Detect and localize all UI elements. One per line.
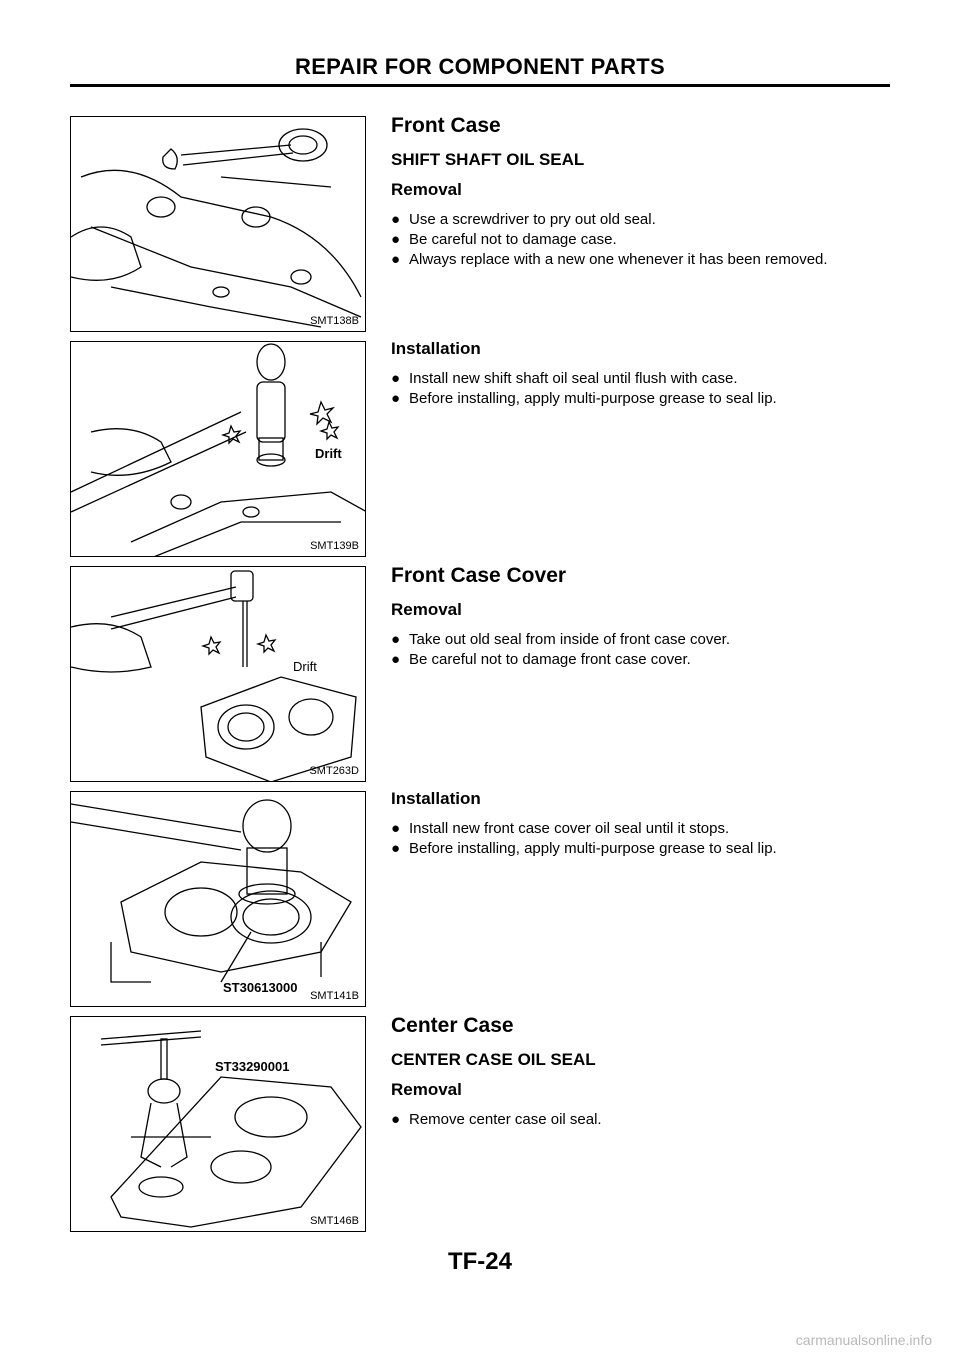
instruction-list xyxy=(391,369,891,409)
list-item-text: Take out old seal from inside of front case cover. xyxy=(409,631,730,648)
list-item-text: Remove center case oil seal. xyxy=(409,1111,602,1128)
section-front-case-installation xyxy=(391,339,891,409)
illustration-install-cover-seal xyxy=(71,792,366,1007)
list-item-text: Install new shift shaft oil seal until flush with case. xyxy=(409,370,738,387)
section-heading: Removal xyxy=(391,1080,462,1099)
section-subtitle: CENTER CASE OIL SEAL xyxy=(391,1050,596,1069)
section-heading: Installation xyxy=(391,789,481,808)
section-heading: Installation xyxy=(391,339,481,358)
section-title: Front Case xyxy=(391,114,501,137)
list-item xyxy=(391,389,891,409)
section-title: Front Case Cover xyxy=(391,564,567,587)
figure-code: SMT139B xyxy=(310,540,359,552)
bullet-icon: ● xyxy=(391,631,401,648)
bullet-icon: ● xyxy=(391,1111,401,1128)
figure-smt141b xyxy=(70,791,366,1007)
figure-smt263d xyxy=(70,566,366,782)
list-item-text: Before installing, apply multi-purpose grease to seal lip. xyxy=(409,390,777,407)
illustration-puller-remove-center-seal xyxy=(71,1017,366,1232)
list-item-text: Use a screwdriver to pry out old seal. xyxy=(409,211,656,228)
figure-label-drift: Drift xyxy=(293,659,317,674)
figure-label-st33290001: ST33290001 xyxy=(215,1059,290,1074)
figure-code: SMT146B xyxy=(310,1215,359,1227)
section-heading: Removal xyxy=(391,180,462,199)
bullet-icon: ● xyxy=(391,651,401,668)
list-item xyxy=(391,839,891,859)
instruction-list xyxy=(391,630,891,670)
figure-smt138b xyxy=(70,116,366,332)
page-header: REPAIR FOR COMPONENT PARTS xyxy=(295,54,665,79)
bullet-icon: ● xyxy=(391,840,401,857)
header-rule xyxy=(70,84,890,87)
list-item xyxy=(391,250,891,270)
bullet-icon: ● xyxy=(391,231,401,248)
section-subtitle: SHIFT SHAFT OIL SEAL xyxy=(391,150,585,169)
list-item-text: Always replace with a new one whenever it has been removed. xyxy=(409,251,828,268)
list-item-text: Before installing, apply multi-purpose grease to seal lip. xyxy=(409,840,777,857)
list-item xyxy=(391,369,891,389)
bullet-icon: ● xyxy=(391,251,401,268)
list-item xyxy=(391,630,891,650)
figure-code: SMT138B xyxy=(310,315,359,327)
figure-smt139b xyxy=(70,341,366,557)
bullet-icon: ● xyxy=(391,390,401,407)
list-item xyxy=(391,230,891,250)
section-center-case-removal xyxy=(391,1014,891,1130)
section-title: Center Case xyxy=(391,1014,514,1037)
list-item xyxy=(391,210,891,230)
figure-label-drift: Drift xyxy=(315,446,342,461)
illustration-screwdriver-pry-seal xyxy=(71,117,366,332)
bullet-icon: ● xyxy=(391,211,401,228)
list-item-text: Be careful not to damage front case cover. xyxy=(409,651,691,668)
section-front-case-cover-removal xyxy=(391,564,891,670)
bullet-icon: ● xyxy=(391,820,401,837)
instruction-list xyxy=(391,819,891,859)
list-item xyxy=(391,819,891,839)
bullet-icon: ● xyxy=(391,370,401,387)
list-item xyxy=(391,650,891,670)
figure-code: SMT263D xyxy=(309,765,359,777)
page-number: TF-24 xyxy=(447,1248,512,1275)
section-front-case-cover-installation xyxy=(391,789,891,859)
figure-code: SMT141B xyxy=(310,990,359,1002)
section-heading: Removal xyxy=(391,600,462,619)
instruction-list xyxy=(391,210,891,270)
watermark: carmanualsonline.info xyxy=(795,1332,932,1348)
instruction-list xyxy=(391,1110,891,1130)
figure-label-st30613000: ST30613000 xyxy=(223,980,298,995)
figure-smt146b xyxy=(70,1016,366,1232)
section-front-case-removal xyxy=(391,114,891,270)
list-item xyxy=(391,1110,891,1130)
list-item-text: Be careful not to damage case. xyxy=(409,231,617,248)
list-item-text: Install new front case cover oil seal until it stops. xyxy=(409,820,730,837)
illustration-drift-remove-cover-seal xyxy=(71,567,366,782)
